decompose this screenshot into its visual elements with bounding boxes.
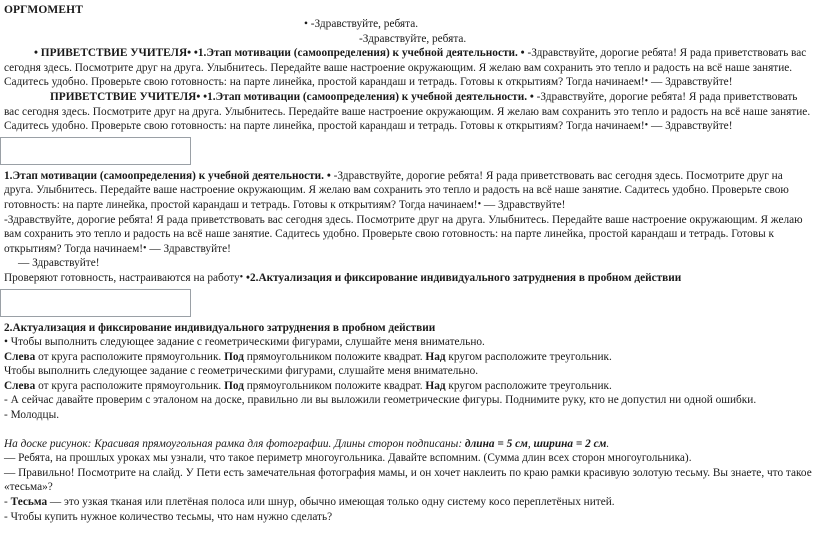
line-2-text-3: кругом расположите треугольник. bbox=[445, 350, 612, 363]
section-2-tail: — Здравствуйте! bbox=[650, 120, 733, 133]
answer-box-2[interactable] bbox=[0, 289, 191, 317]
bullet-icon-8: • bbox=[324, 169, 334, 182]
bullet-icon-9: • bbox=[477, 198, 482, 210]
bullet-icon-6: • bbox=[527, 90, 537, 103]
keyword-left-2: Слева bbox=[4, 379, 36, 392]
board-italic-3: . bbox=[606, 437, 610, 450]
ready-heading: 2.Актуализация и фиксирование индивидуального затруднения в пробном действии bbox=[249, 271, 682, 284]
bullet-icon-4: • bbox=[644, 76, 649, 88]
board-italic-2: , bbox=[527, 437, 534, 450]
term-tesma: Тесьма bbox=[10, 496, 48, 509]
section-1-paragraph bbox=[4, 46, 812, 90]
section-3-heading: 1.Этап мотивации (самоопределения) к учебной деятельности. bbox=[4, 169, 324, 182]
keyword-above-1: Над bbox=[425, 350, 446, 363]
section-6-line-1: — Ребята, на прошлых уроках мы узнали, что такое периметр многоугольника. Давайте вспомним. (Сумма длин всех сторон многоугольника). bbox=[4, 452, 692, 465]
keyword-under-2: Под bbox=[224, 379, 244, 392]
section-2 bbox=[0, 90, 816, 134]
answer-box-1[interactable] bbox=[0, 137, 191, 165]
bullet-icon-2: • • bbox=[187, 47, 198, 60]
spacer bbox=[0, 423, 816, 437]
section-1-heading-2: 1.Этап мотивации (самоопределения) к учебной деятельности. bbox=[197, 47, 518, 60]
section-1-heading-1: ПРИВЕТСТВИЕ УЧИТЕЛЯ bbox=[40, 47, 188, 60]
section-5-line-6: - Молодцы. bbox=[4, 409, 60, 422]
bullet-icon-7: • bbox=[644, 120, 649, 132]
section-5-line-1: • Чтобы выполнить следующее задание с геометрическими фигурами, слушайте меня внимательно. bbox=[4, 336, 485, 349]
section-6-line-2: — Правильно! Посмотрите на слайд. У Пети есть замечательная фотография мамы, и он хочет наклеить по краю рамки красивую золотую тесьму. Вы знаете, что такое «тесьма»? bbox=[4, 466, 812, 494]
bullet-icon-3: • bbox=[517, 47, 528, 60]
section-3 bbox=[0, 169, 816, 213]
section-2-heading-2: 1.Этап мотивации (самоопределения) к учебной деятельности. bbox=[207, 90, 528, 103]
board-description-line bbox=[4, 437, 812, 452]
section-5-line-2 bbox=[4, 350, 812, 365]
section-3-paragraph bbox=[4, 169, 812, 213]
section-4-tail-1: — Здравствуйте! bbox=[149, 242, 231, 255]
greeting-line-1: • -Здравствуйте, ребята. bbox=[304, 18, 419, 30]
section-1-tail: — Здравствуйте! bbox=[650, 76, 733, 89]
section-5-heading: 2.Актуализация и фиксирование индивидуального затруднения в пробном действии bbox=[4, 321, 436, 334]
bullet-icon-11: • bbox=[239, 271, 244, 283]
section-5 bbox=[0, 321, 816, 423]
section-1 bbox=[0, 46, 816, 90]
greeting-block bbox=[0, 17, 816, 46]
line-2-text-2: прямоугольником положите квадрат. bbox=[243, 350, 426, 363]
board-width-value: ширина = 2 см bbox=[533, 437, 607, 450]
line-2-text-1: от круга расположите прямоугольник. bbox=[35, 350, 225, 363]
section-2-paragraph bbox=[4, 90, 812, 134]
term-definition: — это узкая тканая или плетёная полоса или шнур, обычно имеющая только одну систему косо переплетёных нитей. bbox=[47, 496, 615, 509]
line-4-text-1: от круга расположите прямоугольник. bbox=[35, 379, 225, 392]
section-5-line-5: - А сейчас давайте проверим с эталоном на доске, правильно ли вы выложили геометрические фигуры. Поднимите руку, кто не допустил ни одной ошибки. bbox=[4, 394, 757, 407]
section-4-body: -Здравствуйте, дорогие ребята! Я рада приветствовать вас сегодня здесь. Посмотрите друг на друга. Улыбнитесь. Передайте ваше настроение окружающим. Я желаю вам сохранить это тепло и радость на всё наше занятие. Садитесь удобно. Проверьте свою готовность: на парте линейка, простой карандаш и тетрадь. Готовы к открытиям? Тогда начинаем! bbox=[4, 213, 803, 255]
section-4-repeat bbox=[0, 213, 816, 286]
section-5-line-4 bbox=[4, 379, 812, 394]
keyword-left-1: Слева bbox=[4, 350, 36, 363]
line-4-text-3: кругом расположите треугольник. bbox=[445, 379, 612, 392]
section-3-body: -Здравствуйте, дорогие ребята! Я рада приветствовать вас сегодня здесь. Посмотрите друг на друга. Улыбнитесь. Передайте ваше настроение окружающим. Я желаю вам сохранить это тепло и радость на всё наше занятие. Садитесь удобно. Проверьте свою готовность: на парте линейка, простой карандаш и тетрадь. Готовы к открытиям? Тогда начинаем! bbox=[4, 169, 789, 211]
bullet-icon-10: • bbox=[143, 242, 147, 254]
line-4-text-2: прямоугольником положите квадрат. bbox=[243, 379, 426, 392]
ready-text: Проверяют готовность, настраиваются на работу bbox=[4, 271, 240, 284]
section-6-line-4: - Чтобы купить нужное количество тесьмы, что нам нужно сделать? bbox=[4, 510, 333, 523]
bullet-icon-5: • • bbox=[196, 90, 208, 103]
section-4-paragraph bbox=[4, 213, 812, 257]
ready-line bbox=[4, 271, 812, 286]
section-5-line-3: Чтобы выполнить следующее задание с геометрическими фигурами, слушайте меня внимательно. bbox=[4, 365, 479, 378]
section-6-line-3 bbox=[4, 495, 812, 510]
section-4-tail-2-line bbox=[4, 256, 812, 271]
board-length-value: длина = 5 см bbox=[464, 437, 528, 450]
page-title: ОРГМОМЕНТ bbox=[4, 4, 83, 16]
keyword-above-2: Над bbox=[425, 379, 446, 392]
section-1-body: -Здравствуйте, дорогие ребята! Я рада приветствовать вас сегодня здесь. Посмотрите друг на друга. Улыбнитесь. Передайте ваше настроение окружающим. Я желаю вам сохранить это тепло и радость на всё наше занятие. Садитесь удобно. Проверьте свою готовность: на парте линейка, простой карандаш и тетрадь. Готовы к открытиям? Тогда начинаем! bbox=[4, 47, 807, 89]
section-2-heading-1: ПРИВЕТСТВИЕ УЧИТЕЛЯ bbox=[50, 90, 197, 103]
section-2-body: -Здравствуйте, дорогие ребята! Я рада приветствовать вас сегодня здесь. Посмотрите друг на друга. Улыбнитесь. Передайте ваше настроение окружающим. Я желаю вам сохранить это тепло и радость на всё наше занятие. Садитесь удобно. Проверьте свою готовность: на парте линейка, простой карандаш и тетрадь. Готовы к открытиям? Тогда начинаем! bbox=[4, 90, 811, 133]
section-6 bbox=[0, 437, 816, 525]
board-italic-1: На доске рисунок: Красивая прямоугольная рамка для фотографии. Длины сторон подписаны: bbox=[4, 437, 465, 450]
keyword-under-1: Под bbox=[224, 350, 244, 363]
greeting-line-2: -Здравствуйте, ребята. bbox=[359, 32, 467, 45]
dash-prefix: - bbox=[4, 496, 11, 509]
bullet-icon: • bbox=[34, 47, 41, 60]
section-4-tail-2: — Здравствуйте! bbox=[18, 257, 100, 270]
section-3-tail: — Здравствуйте! bbox=[483, 198, 566, 211]
bullet-icon-12: • bbox=[246, 271, 250, 284]
